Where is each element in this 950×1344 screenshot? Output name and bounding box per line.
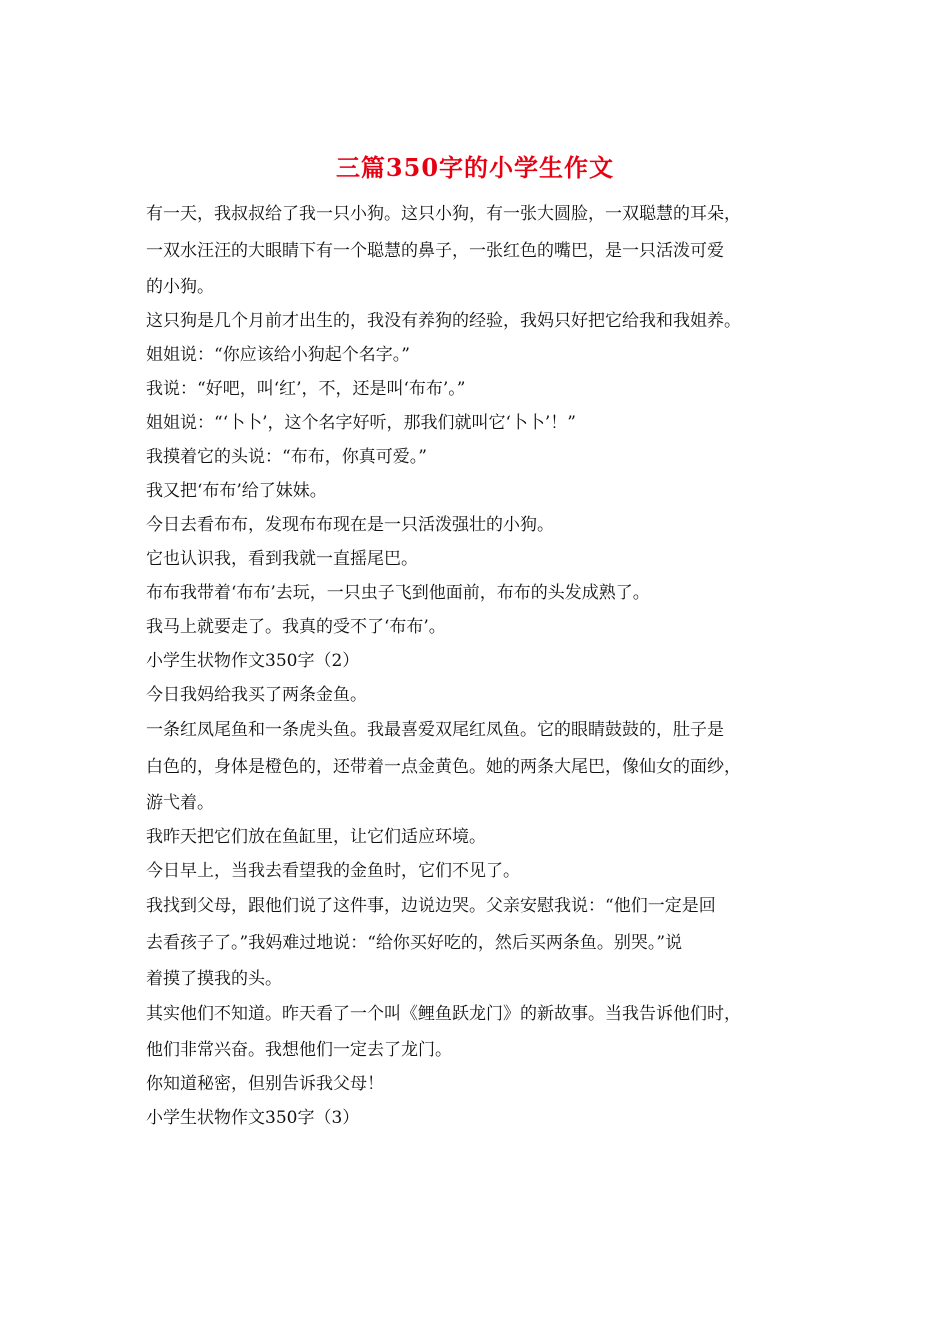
text-line: 我昨天把它们放在鱼缸里，让它们适应环境。 xyxy=(146,827,486,847)
section-heading: 小学生状物作文350字（2） xyxy=(146,651,360,671)
text-line: 今日去看布布，发现布布现在是一只活泼强壮的小狗。 xyxy=(146,515,554,535)
text-line: 一双水汪汪的大眼睛下有一个聪慧的鼻子，一张红色的嘴巴，是一只活泼可爱 xyxy=(146,241,724,261)
text-line: 我说：“好吧，叫‘红’，不，还是叫‘布布’。” xyxy=(146,379,466,399)
document-body xyxy=(146,196,814,1135)
text-line: 今日早上，当我去看望我的金鱼时，它们不见了。 xyxy=(146,861,520,881)
text-line: 着摸了摸我的头。 xyxy=(146,969,282,989)
text-line: 今日我妈给我买了两条金鱼。 xyxy=(146,685,367,705)
section-heading: 小学生状物作文350字（3） xyxy=(146,1108,360,1128)
text-line: 有一天，我叔叔给了我一只小狗。这只小狗，有一张大圆脸，一双聪慧的耳朵， xyxy=(146,204,741,224)
text-line: 一条红凤尾鱼和一条虎头鱼。我最喜爱双尾红凤鱼。它的眼睛鼓鼓的，肚子是 xyxy=(146,720,724,740)
document-title: 三篇350字的小学生作文 xyxy=(335,153,615,182)
text-line: 其实他们不知道。昨天看了一个叫《鲤鱼跃龙门》的新故事。当我告诉他们时， xyxy=(146,1004,741,1024)
text-line: 的小狗。 xyxy=(146,277,214,297)
text-line: 你知道秘密，但别告诉我父母！ xyxy=(146,1074,384,1094)
text-line: 这只狗是几个月前才出生的，我没有养狗的经验，我妈只好把它给我和我姐养。 xyxy=(146,311,741,331)
text-line: 他们非常兴奋。我想他们一定去了龙门。 xyxy=(146,1040,452,1060)
text-line: 去看孩子了。”我妈难过地说：“给你买好吃的，然后买两条鱼。别哭。”说 xyxy=(146,933,683,953)
text-line: 布布我带着‘布布’去玩，一只虫子飞到他面前，布布的头发成熟了。 xyxy=(146,583,650,603)
text-line: 游弋着。 xyxy=(146,793,214,813)
text-line: 我又把‘布布’给了妹妹。 xyxy=(146,481,327,501)
text-line: 姐姐说：“你应该给小狗起个名字。” xyxy=(146,345,410,365)
text-line: 它也认识我，看到我就一直摇尾巴。 xyxy=(146,549,418,569)
text-line: 我找到父母，跟他们说了这件事，边说边哭。父亲安慰我说：“他们一定是回 xyxy=(146,896,716,916)
text-line: 我马上就要走了。我真的受不了‘布布’。 xyxy=(146,617,446,637)
text-line: 我摸着它的头说：“布布，你真可爱。” xyxy=(146,447,427,467)
text-line: 白色的，身体是橙色的，还带着一点金黄色。她的两条大尾巴，像仙女的面纱， xyxy=(146,757,741,777)
text-line: 姐姐说：“‘卜卜’，这个名字好听，那我们就叫它‘卜卜’！” xyxy=(146,413,576,433)
